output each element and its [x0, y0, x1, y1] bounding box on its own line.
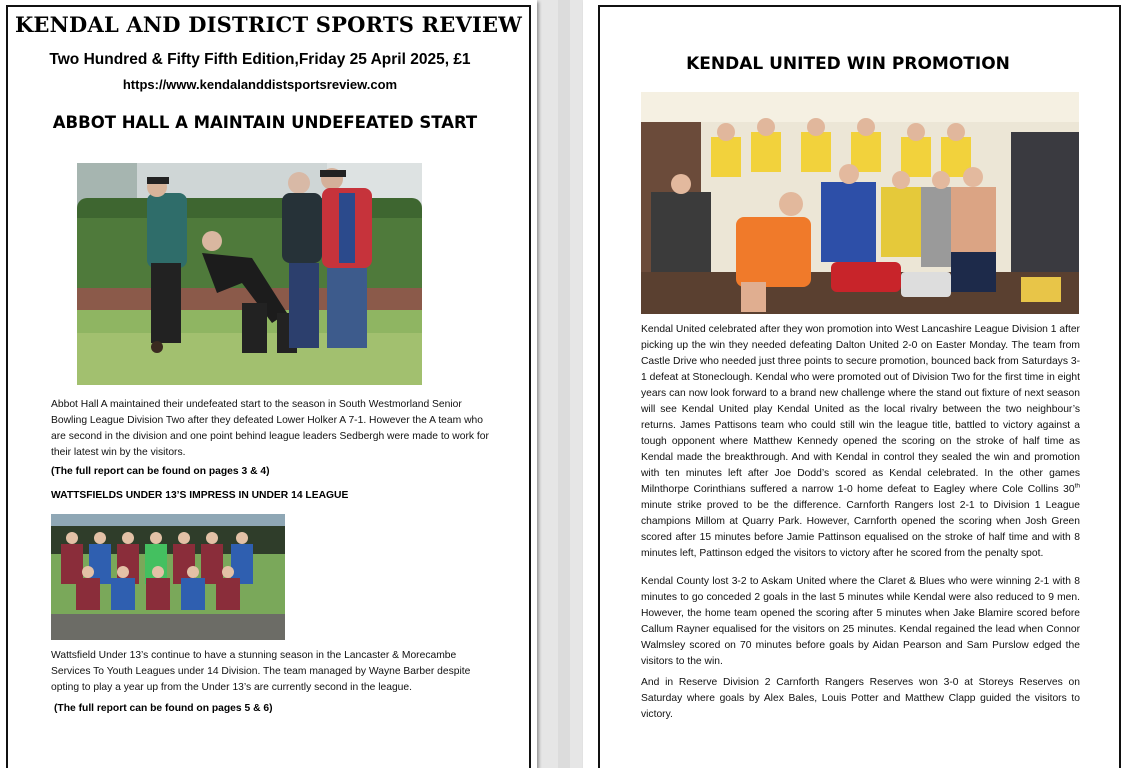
wattsfield-article: Wattsfield Under 13’s continue to have a stunning season in the Lancaster & Morecambe Services To Youth Leagues under 14 Division. The team managed by Wayne Barber despite opting to play a year up from the Under 13’s are currently second in the league. — [51, 650, 471, 693]
website-url[interactable]: https://www.kendalanddistsportsreview.com — [122, 77, 398, 92]
kendal-county-article-para2: Kendal County lost 3-2 to Askam United where the Claret & Blues who were winning 2-1 with 8 minutes to go conceded 2 goals in the last 5 minutes while Kendal were also reduced to 9 men. However, the home team opened the scoring after 5 minutes when Jake Blamire scored before Callum Rayner equalised for the visitors on 25 minutes. Kendal regained the lead when Connor Walmsley scored on 70 minutes before goals by Aidan Pearson and Sam Purslow edged the visitors to the win. — [641, 576, 1080, 667]
para1-text-a: Kendal United celebrated after they won promotion into West Lancashire League Division 1 after picking up the win they needed defeating Dalton United 2-0 on Easter Monday. The team from Castle Drive who needed just three points to secure promotion, bounced back from Saturdays 3-1 defeat at Stoneclough. Kendal who were promoted out of Division Two for the first time in eight years can now look forward to a brand new challenge where the stand out fixture of next season will see Kendal United play Kendal United as the local rivalry between the two neighbour’s returns. James Pattisons team who could still win the league title, battled to victory against a tough opponent where Matthew Kennedy opened the scoring on the stroke of half time as Kendal made the breakthrough. And with Kendal in control they sealed the win and promotion with ten minutes left after Joe Dodd’s scored as Kendal celebrated. In the other games Milnthorpe Corinthians suffered a narrow 1-0 home defeat to Eagley where Cole Collins 30 — [641, 324, 1080, 495]
edition-line: Two Hundred & Fifty Fifth Edition,Friday 25 April 2025, £1 — [49, 51, 471, 68]
left-page — [0, 0, 537, 768]
report-note-wattsfield: (The full report can be found on pages 5 & 6) — [54, 703, 273, 714]
para1-text-b: minute strike proved to be the difference. Carnforth Rangers lost 2-1 to Division 1 League champions Millom at Quarry Park. However, Carnforth opened the scoring when Josh Green scored after 15 minutes before Jamie Pattinson equalised on the stroke of half time and with 8 minutes left, Pattinson edged the visitors to victory after he scored from the penalty spot. — [641, 500, 1080, 559]
masthead-title: KENDAL AND DISTRICT SPORTS REVIEW — [14, 12, 522, 37]
headline-kendal-united: KENDAL UNITED WIN PROMOTION — [686, 54, 1010, 74]
bowls-photo — [77, 163, 422, 385]
wattsfield-team-photo — [51, 514, 285, 640]
report-note-abbot-hall: (The full report can be found on pages 3 & 4) — [51, 466, 270, 477]
subheading-wattsfields: WATTSFIELDS UNDER 13’S IMPRESS IN UNDER 14 LEAGUE — [51, 490, 349, 501]
page-gutter — [558, 0, 570, 768]
kendal-united-celebration-photo — [641, 92, 1079, 314]
abbot-hall-article: Abbot Hall A maintained their undefeated start to the season in South Westmorland Senior Bowling League Division Two after they defeated Lower Holker A 7-1. However the A team who are second in the division and one point behind league leaders Sedbergh were made to work for their latest win by the visitors. — [51, 399, 489, 458]
headline-abbot-hall: ABBOT HALL A MAINTAIN UNDEFEATED START — [52, 113, 478, 132]
right-page — [583, 0, 1126, 768]
kendal-united-article-para1 — [641, 322, 1080, 562]
ordinal-suffix: th — [1074, 482, 1080, 490]
reserve-division-article-para3: And in Reserve Division 2 Carnforth Rangers Reserves won 3-0 at Storeys Reserves on Saturday where goals by Alex Bales, Louis Potter and Matthew Clapp guided the visitors to victory. — [641, 677, 1080, 720]
